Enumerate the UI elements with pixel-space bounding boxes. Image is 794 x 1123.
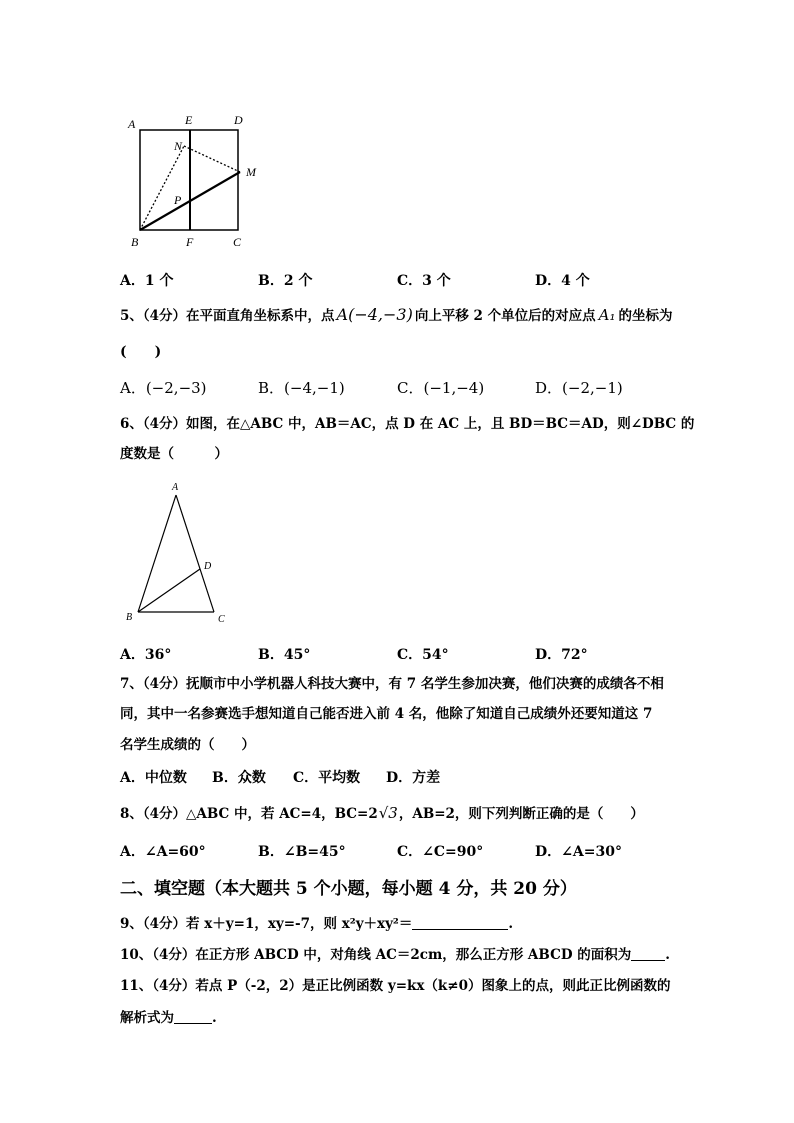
q10-end: . (665, 947, 670, 963)
q8-option-c: C．∠C=90° (397, 844, 484, 860)
label-B: B (126, 612, 133, 623)
q7-line3: 名学生成绩的（ ） (120, 737, 255, 753)
triangle-figure (118, 478, 238, 628)
q9-text: 9、（4分）若 x＋y=1，xy=-7，则 x²y＋xy²＝ (120, 916, 413, 932)
q5-prefix: 5、（4分）在平面直角坐标系中，点 (120, 308, 335, 324)
label-D: D (204, 561, 212, 572)
q9-stem (120, 914, 513, 934)
q10-stem (120, 945, 670, 965)
q11-line2-text: 解析式为 (120, 1010, 174, 1026)
label-M: M (246, 165, 256, 179)
q5-stem (120, 305, 673, 326)
q8-text-a: 8、（4分）△ABC 中，若 AC=4，BC=2 (120, 806, 378, 822)
q6-option-d: D．72° (535, 647, 588, 663)
q6-line1: 6、（4分）如图，在△ABC 中，AB＝AC，点 D 在 AC 上，且 BD＝BC＝AD，则∠DBC 的 (120, 416, 695, 432)
q8-option-d: D．∠A=30° (535, 844, 622, 860)
q4-option-c: C．3 个 (397, 273, 451, 289)
q10-answer-blank[interactable] (631, 946, 665, 961)
q11-line2 (120, 1008, 217, 1028)
q4-option-a: A．1 个 (120, 273, 174, 289)
square-figure (120, 108, 280, 258)
q5-paren: ( ) (120, 344, 162, 360)
q11-end: . (212, 1010, 217, 1026)
q7-line2: 同，其中一名参赛选手想知道自己能否进入前 4 名，他除了知道自己成绩外还要知道这 7 (120, 706, 653, 722)
label-A: A (128, 117, 136, 131)
q6-line2: 度数是（ ） (120, 446, 228, 462)
q5-point-A: A(−4,−3) (336, 305, 413, 324)
label-P: P (174, 193, 182, 207)
side-AB (138, 495, 176, 612)
q6-option-c: C．54° (397, 647, 449, 663)
q7-option-a: A．中位数 (120, 770, 187, 786)
q5-middle: 向上平移 2 个单位后的对应点 (414, 308, 596, 324)
q6-option-a: A．36° (120, 647, 172, 663)
q7-line1: 7、（4分）抚顺市中小学机器人科技大赛中，有 7 名学生参加决赛，他们决赛的成绩各不相 (120, 676, 664, 692)
q11-line1: 11、（4分）若点 P（-2，2）是正比例函数 y=kx（k≠0）图象上的点，则此正比例函数的 (120, 978, 671, 994)
q5-suffix: 的坐标为 (618, 308, 673, 324)
q7-option-c: C．平均数 (293, 770, 361, 786)
q9-answer-blank[interactable] (412, 915, 508, 930)
side-AC (176, 495, 214, 612)
q8-sqrt: √3 (378, 804, 398, 822)
label-F: F (186, 235, 194, 249)
q4-option-b: B．2 个 (258, 273, 313, 289)
q5-point-A1: A₁ (598, 306, 616, 324)
q5-option-c: C．(−1,−4) (397, 379, 485, 397)
q5-option-b: B．(−4,−1) (258, 379, 345, 397)
label-N: N (174, 139, 183, 153)
label-C: C (233, 235, 242, 249)
label-B: B (131, 235, 139, 249)
section-heading: 二、填空题（本大题共 5 个小题，每小题 4 分，共 20 分） (120, 879, 577, 899)
q4-option-d: D．4 个 (535, 273, 590, 289)
q8-stem (120, 803, 644, 824)
q5-option-d: D．(−2,−1) (535, 379, 623, 397)
label-A: A (172, 482, 179, 493)
q5-option-a: A．(−2,−3) (120, 379, 207, 397)
label-E: E (185, 113, 193, 127)
label-D: D (234, 113, 243, 127)
segment-BD (138, 569, 200, 612)
q11-answer-blank[interactable] (174, 1009, 212, 1024)
q7-option-d: D．方差 (386, 770, 441, 786)
q8-option-b: B．∠B=45° (258, 844, 346, 860)
q6-option-b: B．45° (258, 647, 311, 663)
q7-option-b: B．众数 (212, 770, 266, 786)
label-C: C (218, 614, 225, 625)
q8-text-b: ，AB=2，则下列判断正确的是（ ） (398, 806, 644, 822)
q9-end: . (508, 916, 514, 932)
segment-NM (184, 146, 240, 172)
q10-text: 10、（4分）在正方形 ABCD 中，对角线 AC＝2cm，那么正方形 ABCD 的面积为 (120, 947, 632, 963)
q8-option-a: A．∠A=60° (120, 844, 206, 860)
